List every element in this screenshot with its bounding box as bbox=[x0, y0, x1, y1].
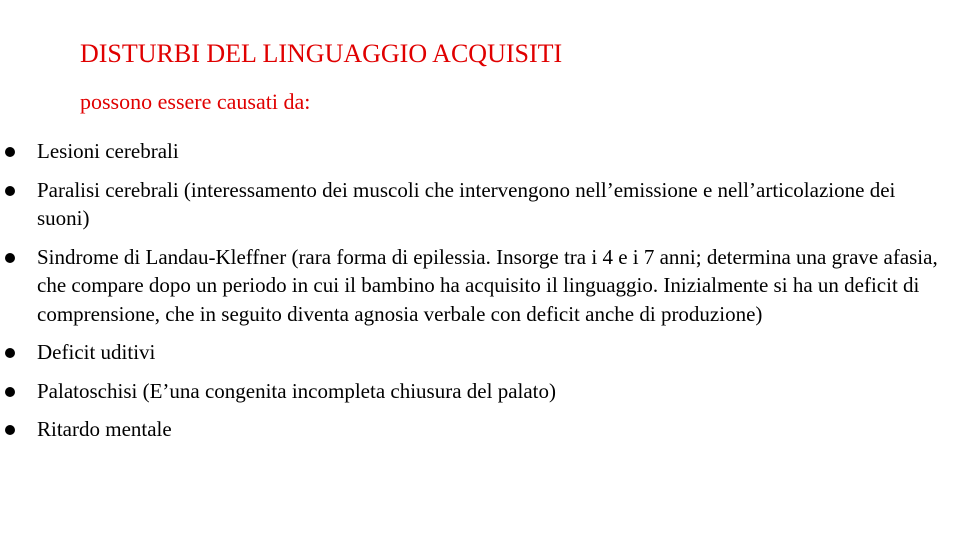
bullet-dot-icon bbox=[5, 425, 15, 435]
list-item bbox=[0, 137, 950, 166]
list-item bbox=[0, 415, 950, 444]
bullet-list bbox=[0, 137, 950, 454]
bullet-dot-icon bbox=[5, 387, 15, 397]
list-item bbox=[0, 243, 950, 329]
list-item-text: Lesioni cerebrali bbox=[37, 139, 179, 163]
list-item bbox=[0, 176, 950, 233]
bullet-dot-icon bbox=[5, 186, 15, 196]
list-item bbox=[0, 377, 950, 406]
list-item-text: Deficit uditivi bbox=[37, 340, 156, 364]
list-item-text: Sindrome di Landau-Kleffner (rara forma di epilessia. Insorge tra i 4 e i 7 anni; determina una grave afasia, che compare dopo un periodo in cui il bambino ha acquisito il linguaggio. Inizialmente si ha un deficit di comprensione, che in seguito diventa agnosia verbale con deficit anche di produzione) bbox=[37, 244, 938, 326]
list-item-text: Ritardo mentale bbox=[37, 417, 172, 441]
list-item-text: Paralisi cerebrali (interessamento dei muscoli che intervengono nell’emissione e nell’articolazione dei suoni) bbox=[37, 177, 896, 230]
list-item-text: Palatoschisi (E’una congenita incompleta chiusura del palato) bbox=[37, 378, 556, 403]
slide-subtitle: possono essere causati da: bbox=[80, 89, 311, 114]
bullet-dot-icon bbox=[5, 348, 15, 358]
slide-title: DISTURBI DEL LINGUAGGIO ACQUISITI bbox=[80, 39, 563, 68]
bullet-dot-icon bbox=[5, 253, 15, 263]
bullet-dot-icon bbox=[5, 147, 15, 157]
list-item bbox=[0, 338, 950, 367]
